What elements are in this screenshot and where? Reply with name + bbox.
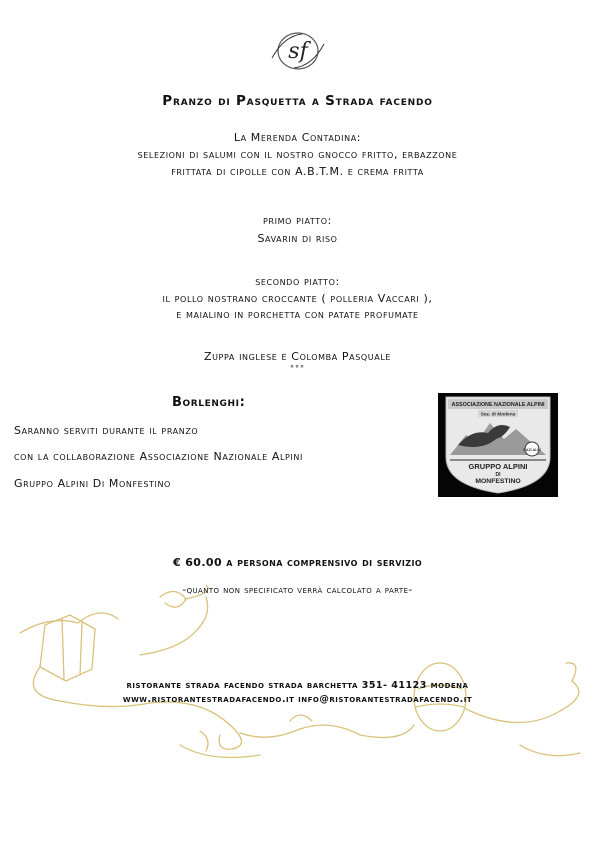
secondo-heading: secondo piatto: <box>255 275 340 288</box>
footer-address: ristorante strada facendo strada barchetta 351- 41123 modena <box>126 680 469 691</box>
badge-top-text: ASSOCIAZIONE NAZIONALE ALPINI <box>451 402 545 408</box>
borlenghi-line-3: Gruppo Alpini Di Monfestino <box>14 477 171 490</box>
borlenghi-line-1: Saranno serviti durante il pranzo <box>14 424 199 437</box>
dolce-line: Zuppa inglese e Colomba Pasquale <box>203 350 392 363</box>
footer-contacts[interactable]: www.ristorantestradafacendo.it info@ristorantestradafacendo.it <box>122 694 473 705</box>
borlenghi-title: Borlenghi: <box>172 395 246 410</box>
secondo-line-1: il pollo nostrano croccante ( polleria Vaccari ), <box>162 292 433 305</box>
primo-heading: primo piatto: <box>263 214 332 227</box>
badge-corner-text: NAZI ALPI <box>523 448 541 452</box>
restaurant-logo <box>262 28 334 74</box>
price-line: € 60.00 a persona comprensivo di servizio <box>172 556 423 569</box>
page-title: Pranzo di Pasquetta a Strada facendo <box>162 93 433 109</box>
antipasto-line-2: frittata di cipolle con A.B.T.M. e crema fritta <box>171 165 424 178</box>
alpini-badge <box>438 393 558 497</box>
alpini-shield-icon <box>438 393 558 497</box>
secondo-line-2: e maialino in porchetta con patate profumate <box>176 308 419 321</box>
separator: °°° <box>290 364 305 373</box>
price-note: -quanto non specificato verrà calcolato a parte- <box>182 584 413 596</box>
logo-text: sf <box>288 39 308 64</box>
badge-bottom-3: MONFESTINO <box>475 478 521 485</box>
primo-dish: Savarin di riso <box>257 232 338 245</box>
badge-bottom-1: GRUPPO ALPINI <box>468 462 528 471</box>
badge-bottom-2: DI <box>495 472 501 478</box>
borlenghi-line-2: con la collaborazione Associazione Nazionale Alpini <box>14 450 303 463</box>
antipasto-line-1: selezioni di salumi con il nostro gnocco fritto, erbazzone <box>137 148 458 161</box>
badge-sub-text: Sez. di Modena <box>480 412 516 418</box>
antipasto-heading: La Merenda Contadina: <box>233 131 362 144</box>
